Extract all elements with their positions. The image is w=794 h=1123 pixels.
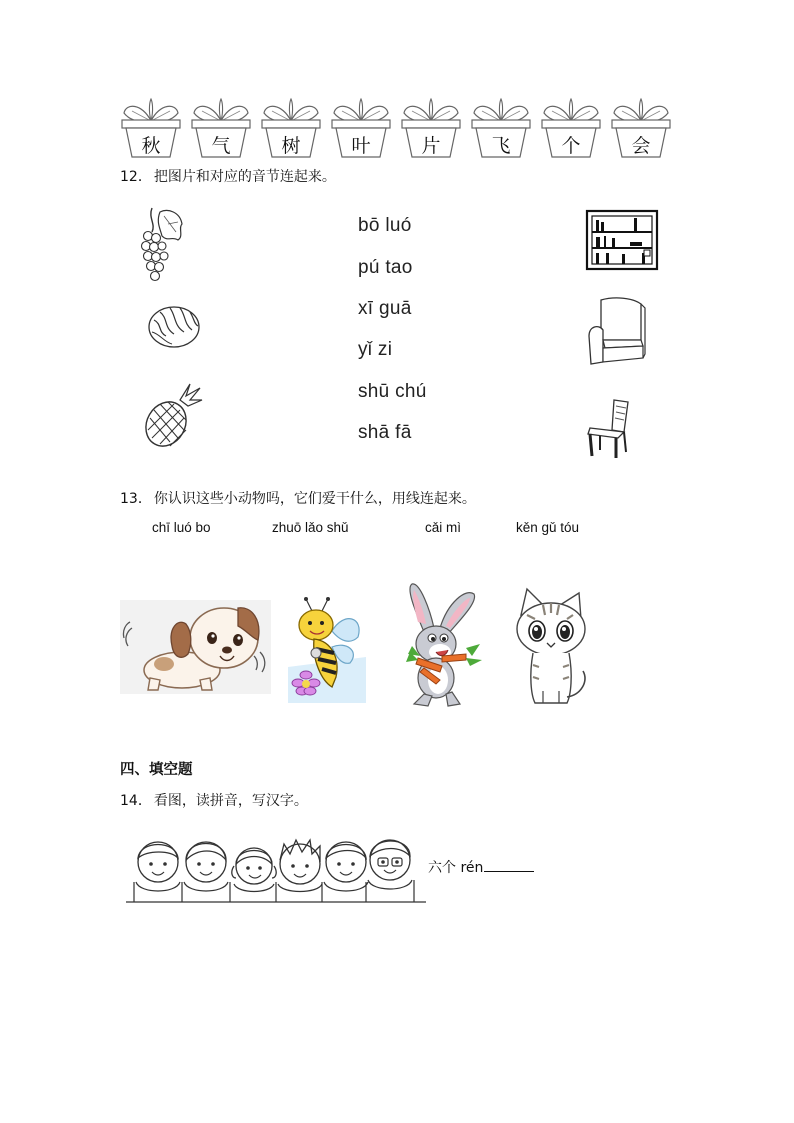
flower-pot — [610, 95, 672, 159]
question-text: 把图片和对应的音节连起来。 — [153, 169, 336, 185]
pot-character: 会 — [631, 135, 651, 157]
cat-picture — [509, 585, 593, 709]
pinyin-option: chī luó bo — [152, 520, 211, 535]
answer-blank[interactable] — [484, 856, 534, 872]
six-children-picture — [126, 832, 426, 918]
pot-character: 飞 — [491, 135, 511, 157]
flower-pot — [330, 95, 392, 159]
sofa-picture — [585, 296, 649, 368]
question-number: 12． — [120, 169, 152, 185]
pot-character: 秋 — [141, 135, 161, 157]
flower-pot — [470, 95, 532, 159]
flower-pot — [400, 95, 462, 159]
question-12-title — [120, 166, 336, 186]
rabbit-picture — [396, 582, 488, 710]
pinyin-option: pú tao — [358, 257, 413, 278]
bookcase-picture — [584, 208, 660, 272]
question-14-title — [120, 790, 308, 810]
watermelon-picture — [146, 304, 202, 350]
flower-pot — [540, 95, 602, 159]
question-number: 13． — [120, 491, 152, 507]
pinyin-option: bō luó — [358, 215, 412, 236]
answer-prompt: 六个 rén — [428, 860, 484, 876]
dog-picture — [120, 600, 271, 694]
chair-picture — [586, 398, 634, 460]
section-title: 四、填空题 — [120, 762, 193, 778]
pinyin-option: shū chú — [358, 381, 427, 402]
pinyin-option: yǐ zi — [358, 339, 393, 360]
pinyin-option: cǎi mì — [425, 520, 462, 535]
flower-pot — [120, 95, 182, 159]
pot-character: 气 — [211, 135, 231, 157]
pot-character: 个 — [561, 135, 581, 157]
pineapple-picture — [140, 380, 204, 450]
pinyin-option: xī guā — [358, 298, 412, 319]
question-text: 看图，读拼音，写汉字。 — [153, 793, 308, 809]
grapes-picture — [138, 206, 190, 282]
pinyin-option: kěn gǔ tóu — [516, 520, 580, 535]
question-14-answer — [428, 856, 534, 877]
pot-character: 叶 — [351, 135, 371, 157]
pot-character: 树 — [281, 135, 301, 157]
flower-pot — [260, 95, 322, 159]
question-text: 你认识这些小动物吗，它们爱干什么，用线连起来。 — [153, 491, 476, 507]
pinyin-option: zhuō lǎo shǔ — [272, 520, 349, 535]
flower-pot — [190, 95, 252, 159]
question-number: 14． — [120, 793, 152, 809]
pinyin-option: shā fā — [358, 422, 412, 443]
question-13-title — [120, 488, 476, 508]
pot-character: 片 — [421, 135, 441, 157]
bee-picture — [288, 597, 366, 703]
